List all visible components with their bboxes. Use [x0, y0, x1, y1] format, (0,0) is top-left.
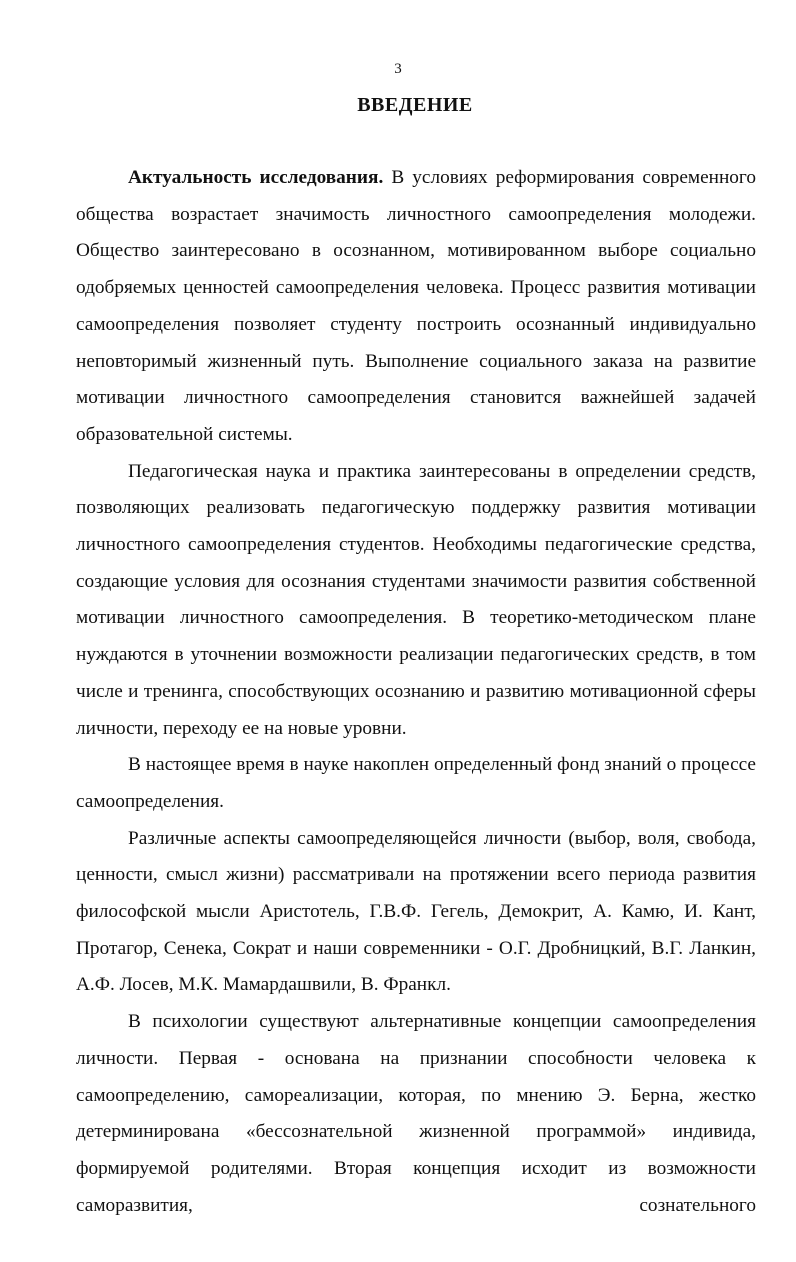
paragraph-text: В условиях реформирования современного общества возрастает значимость личностного самоопределения молодежи. Общество заинтересовано в осознанном, мотивированном выборе социально одобряемых ценностей самоопределения человека. Процесс развития мотивации самоопределения позволяет студенту построить осознанный индивидуально неповторимый жизненный путь. Выполнение социального заказа на развитие мотивации личностного самоопределения становится важнейшей задачей образовательной системы.	[76, 167, 756, 445]
page-title: ВВЕДЕНИЕ	[357, 94, 473, 116]
page-number: 3	[394, 61, 402, 77]
paragraph-knowledge	[76, 747, 756, 820]
paragraph-text: Различные аспекты самоопределяющейся личности (выбор, воля, свобода, ценности, смысл жизни) рассматривали на протяжении всего периода развития философской мысли Аристотель, Г.В.Ф. Гегель, Демокрит, А. Камю, И. Кант, Протагор, Сенека, Сократ и наши современники - О.Г. Дробницкий, В.Г. Ланкин, А.Ф. Лосев, М.К. Мамардашвили, В. Франкл.	[76, 827, 756, 996]
paragraph-pedagogy	[76, 454, 756, 748]
paragraph-text: В психологии существуют альтернативные концепции самоопределения личности. Первая - основана на признании способности человека к самоопределению, самореализации, которая, по мнению Э. Берна, жестко детерминирована «бессознательной жизненной программой» индивида, формируемой родителями. Вторая концепция исходит из возможности саморазвития, сознательного	[76, 1011, 756, 1216]
paragraph-text: Педагогическая наука и практика заинтересованы в определении средств, позволяющих реализовать педагогическую поддержку развития мотивации личностного самоопределения студентов. Необходимы педагогические средства, создающие условия для осознания студентами значимости развития собственной мотивации личностного самоопределения. В теоретико-методическом плане нуждаются в уточнении возможности реализации педагогических средств, в том числе и тренинга, способствующих осознанию и развитию мотивационной сферы личности, переходу ее на новые уровни.	[76, 460, 756, 739]
body-text	[76, 160, 756, 1224]
paragraph-lead: Актуальность исследования.	[128, 167, 384, 188]
paragraph-relevance	[76, 160, 756, 454]
paragraph-text: В настоящее время в науке накоплен определенный фонд знаний о процессе самоопределения.	[76, 754, 756, 812]
paragraph-philosophy	[76, 821, 756, 1005]
paragraph-psychology	[76, 1004, 756, 1224]
